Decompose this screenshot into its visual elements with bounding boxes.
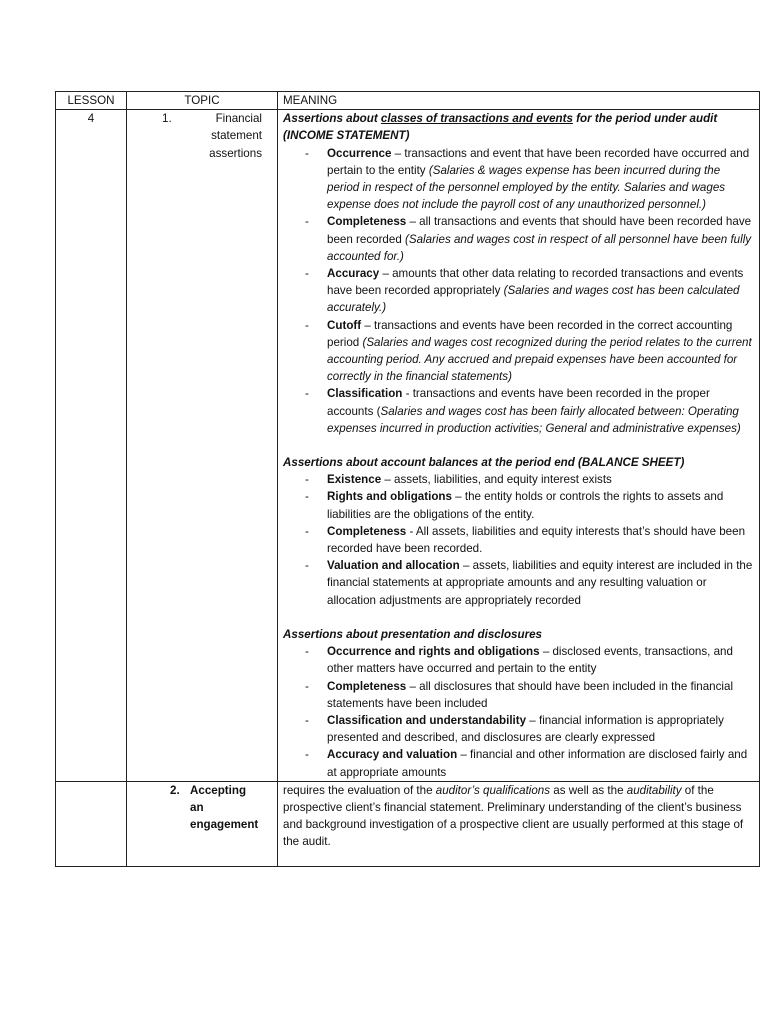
list-item (305, 265, 754, 317)
meaning-text: of the prospective client’s financial statement. Preliminary understanding of the client’s business and background investigation of a prospective client are usually performed at this stage of the audit. (283, 783, 744, 849)
assertion-list-disclosures (283, 643, 754, 781)
dash-bullet: - (305, 215, 309, 229)
list-item (305, 557, 754, 609)
dash-bullet: - (305, 524, 309, 538)
assertion-desc: – the entity holds or controls the rights to assets and liabilities are the obligations of the entity. (327, 490, 724, 521)
list-item (305, 385, 754, 437)
list-item (305, 145, 754, 214)
assertion-example: (Salaries and wages cost in respect of all personnel have been fully accounted for.) (327, 232, 752, 263)
dash-bullet: - (305, 559, 309, 573)
list-item (305, 317, 754, 386)
assertion-list-income (283, 145, 754, 437)
assertion-desc: - transactions and events have been recorded in the proper accounts ( (327, 387, 710, 418)
dash-bullet: - (305, 387, 309, 401)
spacer (283, 609, 754, 626)
dash-bullet: - (305, 748, 309, 762)
assertion-example: (Salaries and wages cost has been calculated accurately.) (327, 284, 740, 315)
assertion-term: Completeness (327, 524, 407, 538)
assertion-desc: – assets, liabilities and equity interest are included in the financial statements at appropriate amounts and any resulting valuation or allocation adjustments are appropriately recorded (327, 559, 753, 607)
meaning-text: as well as the (550, 783, 627, 797)
topic-item (132, 782, 272, 834)
assertion-term: Classification and understandability (327, 713, 527, 727)
header-meaning: MEANING (278, 92, 760, 110)
lesson-table (55, 91, 760, 867)
header-lesson: LESSON (56, 92, 127, 110)
assertion-desc: – transactions and events have been recorded in the correct accounting period (327, 318, 733, 349)
heading-pre: Assertions about (283, 112, 381, 126)
list-item (305, 213, 754, 265)
assertion-desc: – all transactions and events that should have been recorded have been recorded (327, 215, 752, 246)
assertion-desc: – financial and other information are disclosed fairly and at appropriate amounts (327, 748, 748, 779)
assertion-term: Classification (327, 387, 403, 401)
list-item (305, 746, 754, 780)
list-item (305, 523, 754, 557)
assertion-desc: – assets, liabilities, and equity interest exists (381, 473, 612, 487)
topic-text: Financial statement assertions (209, 112, 262, 160)
topic-item (132, 110, 272, 162)
assertion-term: Occurrence (327, 146, 392, 160)
dash-bullet: - (305, 146, 309, 160)
assertion-desc: – transactions and event that have been recorded have occurred and pertain to the entity (327, 146, 750, 177)
spacer (283, 437, 754, 454)
dash-bullet: - (305, 267, 309, 281)
assertion-term: Existence (327, 473, 382, 487)
assertion-term: Completeness (327, 215, 407, 229)
assertion-example: (Salaries and wages cost recognized during the period relates to the current accounting period. Any accrued and prepaid expenses have been accounted for correctly in the financial statements) (327, 335, 752, 384)
lesson-number (56, 781, 127, 866)
meaning-cell (278, 781, 760, 866)
table-row (56, 110, 760, 782)
meaning-italic: auditor’s qualifications (435, 783, 551, 797)
assertion-term: Rights and obligations (327, 490, 452, 504)
header-topic: TOPIC (127, 92, 278, 110)
dash-bullet: - (305, 318, 309, 332)
table-row (56, 781, 760, 866)
heading-post: for the period under audit (INCOME STATEMENT) (283, 112, 718, 143)
assertion-term: Valuation and allocation (327, 559, 460, 573)
assertion-desc: – amounts that other data relating to recorded transactions and events have been recorded appropriately (327, 267, 744, 298)
dash-bullet: - (305, 490, 309, 504)
list-item (305, 712, 754, 746)
assertion-desc: – all disclosures that should have been included in the financial statements have been included (327, 679, 734, 710)
heading-underlined: classes of transactions and events (380, 112, 573, 126)
list-item (305, 643, 754, 677)
meaning-cell (278, 110, 760, 782)
list-item (305, 471, 754, 488)
section-heading-income (283, 110, 754, 144)
topic-cell (127, 781, 278, 866)
assertion-example: (Salaries & wages expense has been incurred during the period in respect of the personnel employed by the entity. Salaries and wages expense does not include the payroll cost of any unauthorized personnel.) (327, 163, 726, 212)
topic-cell (127, 110, 278, 782)
header-row (56, 92, 760, 110)
assertion-list-balance (283, 471, 754, 609)
dash-bullet: - (305, 713, 309, 727)
lesson-number: 4 (56, 110, 127, 782)
assertion-term: Accuracy (327, 267, 380, 281)
meaning-text: requires the evaluation of the (283, 783, 436, 797)
assertion-term: Occurrence and rights and obligations (327, 645, 540, 659)
topic-number: 1. (162, 112, 172, 126)
assertion-term: Cutoff (327, 318, 362, 332)
assertion-term: Accuracy and valuation (327, 748, 458, 762)
topic-number: 2. (170, 783, 180, 797)
dash-bullet: - (305, 473, 309, 487)
section-heading-balance: Assertions about account balances at the period end (BALANCE SHEET) (283, 456, 685, 470)
assertion-term: Completeness (327, 679, 407, 693)
topic-text: Accepting an engagement (190, 783, 259, 832)
dash-bullet: - (305, 645, 309, 659)
list-item (305, 678, 754, 712)
assertion-desc: – financial information is appropriately presented and described, and disclosures are clearly expressed (327, 713, 724, 745)
assertion-example: Salaries and wages cost has been fairly allocated between: Operating expenses incurred in production activities; General and administrative expenses) (327, 404, 741, 435)
dash-bullet: - (305, 679, 309, 693)
assertion-desc: – disclosed events, transactions, and other matters have occurred and pertain to the entity (327, 645, 733, 676)
meaning-italic: auditability (626, 783, 682, 797)
list-item (305, 488, 754, 522)
section-heading-disclosures: Assertions about presentation and disclosures (283, 627, 542, 641)
assertion-desc: - All assets, liabilities and equity interests that’s should have been recorded have been recorded. (327, 524, 746, 556)
